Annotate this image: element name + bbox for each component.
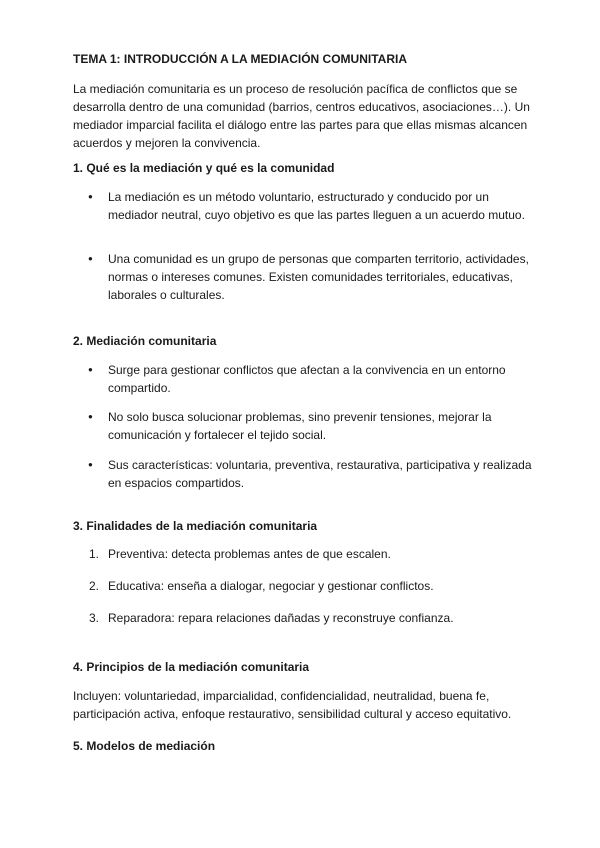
- numbered-item: [89, 609, 538, 627]
- item-number: 3.: [89, 611, 100, 625]
- section-heading-3: 3. Finalidades de la mediación comunitaria: [73, 519, 318, 533]
- bullet-item: ● Una comunidad es un grupo de personas que comparten territorio, actividades, normas o intereses comunes. Existen comunidades territoriales, educativas, laborales o culturales.: [108, 250, 538, 304]
- numbered-item: [89, 545, 538, 563]
- section-heading-4: 4. Principios de la mediación comunitaria: [73, 660, 310, 674]
- item-number: 1.: [89, 547, 100, 561]
- item-text: Preventiva: detecta problemas antes de que escalen.: [108, 547, 391, 561]
- principles-paragraph: Incluyen: voluntariedad, imparcialidad, confidencialidad, neutralidad, buena fe, participación activa, enfoque restaurativo, sensibilidad cultural y acceso equitativo.: [73, 689, 512, 721]
- section-heading-2: 2. Mediación comunitaria: [73, 334, 217, 348]
- document-title: TEMA 1: INTRODUCCIÓN A LA MEDIACIÓN COMUNITARIA: [73, 52, 407, 66]
- item-number: 2.: [89, 579, 100, 593]
- section-heading-5: 5. Modelos de mediación: [73, 739, 216, 753]
- numbered-item: [89, 577, 538, 595]
- item-text: Educativa: enseña a dialogar, negociar y gestionar conflictos.: [108, 579, 434, 593]
- bullet-item: ● Surge para gestionar conflictos que afectan a la convivencia en un entorno compartido.: [108, 361, 538, 397]
- intro-paragraph: La mediación comunitaria es un proceso de resolución pacífica de conflictos que se desarrolla dentro de una comunidad (barrios, centros educativos, asociaciones…). Un mediador imparcial facilita el diálogo entre las partes para que ellas mismas alcancen acuerdos y mejoren la convivencia.: [73, 82, 530, 150]
- section-heading-1: 1. Qué es la mediación y qué es la comunidad: [73, 161, 335, 175]
- item-text: Reparadora: repara relaciones dañadas y reconstruye confianza.: [108, 611, 454, 625]
- bullet-item: ● La mediación es un método voluntario, estructurado y conducido por un mediador neutral, cuyo objetivo es que las partes lleguen a un acuerdo mutuo.: [108, 188, 538, 224]
- bullet-item: ● No solo busca solucionar problemas, sino prevenir tensiones, mejorar la comunicación y fortalecer el tejido social.: [108, 408, 538, 444]
- bullet-item: ● Sus características: voluntaria, preventiva, restaurativa, participativa y realizada en espacios compartidos.: [108, 456, 538, 492]
